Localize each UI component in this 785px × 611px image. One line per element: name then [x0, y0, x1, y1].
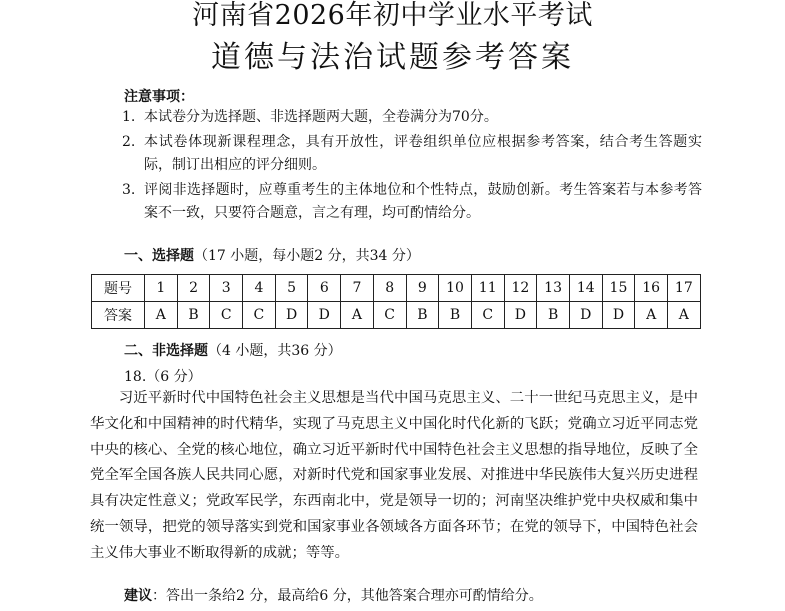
answer-cell: A [668, 302, 701, 329]
document-title: 河南省2026年初中学业水平考试 [192, 0, 593, 31]
question-number-cell: 11 [471, 275, 504, 302]
notice-item-number: 2. [122, 134, 136, 150]
answer-cell: C [471, 302, 504, 329]
suggestion-text: ：答出一条给2 分，最高给6 分，其他答案合理亦可酌情给分。 [152, 588, 543, 604]
question-number-cell: 16 [635, 275, 668, 302]
answer-cell: C [243, 302, 276, 329]
question-18-answer: 习近平新时代中国特色社会主义思想是当代中国马克思主义、二十一世纪马克思主义，是中华文化和中国精神的时代精华，实现了马克思主义中国化时代化新的飞跃；党确立习近平同志党中央的核心、全党的核心地位，确立习近平新时代中国特色社会主义思想的指导地位，反映了全党全军全国各族人民共同心愿，对新时代党和国家事业发展、对推进中华民族伟大复兴历史进程具有决定性意义；党政军民学，东西南北中，党是领导一切的；河南坚决维护党中央权威和集中统一领导，把党的领导落实到党和国家事业各领域各方面各环节；在党的领导下，中国特色社会主义伟大事业不断取得新的成就；等等。 [90, 390, 698, 561]
answer-table [91, 274, 701, 329]
answer-cell: D [275, 302, 308, 329]
question-number-cell: 14 [569, 275, 602, 302]
section-choice-title: 一、选择题 [124, 248, 194, 264]
section-choice-detail: （17 小题，每小题2 分，共34 分） [194, 248, 420, 264]
answer-cell: C [210, 302, 243, 329]
notice-item-number: 1. [122, 109, 136, 125]
section-nonchoice-title: 二、非选择题 [124, 343, 208, 359]
question-number-cell: 9 [406, 275, 439, 302]
notice-item-text: 评阅非选择题时，应尊重考生的主体地位和个性特点，鼓励创新。考生答案若与本参考答案不一致，只要符合题意，言之有理，均可酌情给分。 [144, 182, 702, 221]
notice-item [122, 131, 702, 177]
answer-cell: A [145, 302, 178, 329]
answer-cell: D [308, 302, 341, 329]
scoring-suggestion [124, 585, 543, 605]
answer-cell: B [439, 302, 472, 329]
answer-cell: D [504, 302, 537, 329]
question-number-cell: 15 [602, 275, 635, 302]
section-nonchoice-heading [124, 340, 342, 360]
section-choice-heading [124, 245, 420, 265]
question-number-cell: 1 [145, 275, 178, 302]
question-number-label: 题号 [92, 275, 145, 302]
notice-item-number: 3. [122, 182, 136, 198]
answer-label: 答案 [92, 302, 145, 329]
question-number-row [92, 275, 701, 302]
answer-cell: A [341, 302, 374, 329]
answer-cell: B [406, 302, 439, 329]
question-number-cell: 13 [537, 275, 570, 302]
notice-item [122, 179, 702, 225]
notice-list [122, 106, 702, 227]
notice-heading: 注意事项： [124, 89, 194, 105]
question-18-label: 18.（6 分） [124, 369, 202, 385]
question-number-cell: 12 [504, 275, 537, 302]
answer-row [92, 302, 701, 329]
answer-cell: C [373, 302, 406, 329]
question-number-cell: 4 [243, 275, 276, 302]
suggestion-label: 建议 [124, 588, 152, 604]
notice-item-text: 本试卷体现新课程理念，具有开放性，评卷组织单位应根据参考答案，结合考生答题实际，制订出相应的评分细则。 [144, 134, 702, 173]
answer-cell: A [635, 302, 668, 329]
notice-item [122, 106, 702, 129]
question-number-cell: 10 [439, 275, 472, 302]
answer-cell: D [569, 302, 602, 329]
question-number-cell: 5 [275, 275, 308, 302]
question-number-cell: 8 [373, 275, 406, 302]
section-nonchoice-detail: （4 小题，共36 分） [208, 343, 342, 359]
document-subtitle: 道德与法治试题参考答案 [211, 40, 574, 75]
answer-cell: D [602, 302, 635, 329]
question-number-cell: 7 [341, 275, 374, 302]
notice-item-text: 本试卷分为选择题、非选择题两大题，全卷满分为70分。 [144, 109, 498, 125]
answer-cell: B [177, 302, 210, 329]
question-number-cell: 3 [210, 275, 243, 302]
question-number-cell: 17 [668, 275, 701, 302]
answer-cell: B [537, 302, 570, 329]
question-number-cell: 2 [177, 275, 210, 302]
question-number-cell: 6 [308, 275, 341, 302]
